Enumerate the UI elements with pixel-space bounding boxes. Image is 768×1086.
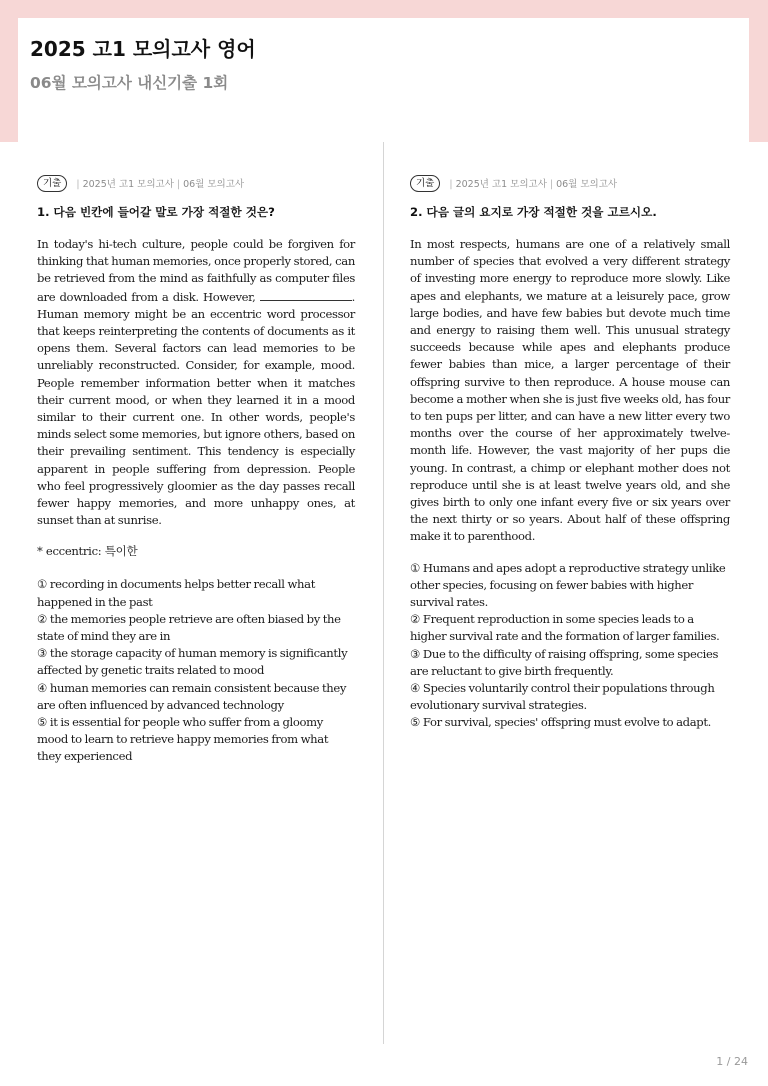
source-badge: 기출: [37, 175, 67, 192]
source-info: [73, 176, 244, 190]
question-1-passage: [37, 236, 355, 529]
meta-separator: |: [549, 179, 554, 190]
option-4[interactable]: ④ human memories can remain consistent because they are often influenced by advanced technology: [37, 680, 347, 712]
question-2-title: 2. 다음 글의 요지로 가장 적절한 것을 고르시오.: [410, 205, 657, 219]
option-2[interactable]: ② the memories people retrieve are often biased by the state of mind they are in: [37, 611, 341, 644]
source-badge: 기출: [410, 175, 440, 192]
column-divider: [383, 142, 384, 1044]
meta-separator: |: [176, 179, 181, 190]
document-title: 2025 고1 모의고사 영어: [30, 37, 256, 61]
meta-separator: |: [76, 179, 80, 190]
passage-after-blank: . Human memory might be an eccentric word processor that keeps reinterpreting the contents of documents as it opens them. Several factors can lead memories to be unreliably reconstructed. Consider, for example, mood. People remember information better when it matches their current mood, or when they learned it in a mood similar to their current one. In other words, people's minds select some memories, but ignore others, based on their prevailing sentiment. This tendency is especially apparent in people suffering from depression. People who feel progressively gloomier as the day passes recall fewer happy memories, and more unhappy ones, at sunset than at sunrise.: [37, 289, 355, 528]
answer-blank: [260, 288, 352, 301]
source-info: [446, 176, 617, 190]
option-2[interactable]: ② Frequent reproduction in some species leads to a higher survival rate and the formation of larger families.: [410, 612, 720, 644]
question-2-passage: In most respects, humans are one of a relatively small number of species that evolved a very different strategy of investing more energy to reproduce more slowly. Like apes and elephants, we mature at a leisurely pace, grow large bodies, and have few babies but devote much time and energy to raising them well. This unusual strategy succeeds because while apes and elephants produce fewer babies than mice, a larger percentage of their offspring survive to then reproduce. A house mouse can become a mother when she is just five weeks old, has four to ten pups per litter, and can have a new litter every two months over the course of her approximately twelve-month life. However, the vast majority of her pups die young. In contrast, a chimp or elephant mother does not reproduce until she is at least twelve years old, and she gives birth to only one infant every five or six years over the next thirty or so years. About half of these offspring make it to parenthood.: [410, 237, 730, 544]
option-4[interactable]: ④ Species voluntarily control their populations through evolutionary survival strategies.: [410, 681, 715, 713]
question-1-options: [37, 576, 355, 765]
option-5[interactable]: ⑤ it is essential for people who suffer from a gloomy mood to learn to retrieve happy memories from what they experienced: [37, 715, 329, 764]
question-2-options: [410, 560, 730, 732]
passage-before-blank: In today's hi-tech culture, people could be forgiven for thinking that human memories, once properly stored, can be retrieved from the mind as faithfully as computer files are downloaded from a disk. However,: [37, 237, 355, 304]
question-1-title: 1. 다음 빈칸에 들어갈 말로 가장 적절한 것은?: [37, 205, 275, 219]
option-3[interactable]: ③ Due to the difficulty of raising offspring, some species are reluctant to give birth frequently.: [410, 646, 719, 678]
question-1-meta: [37, 174, 355, 192]
source-month: 06월 모의고사: [556, 179, 618, 190]
page-number: 1 / 24: [716, 1055, 748, 1068]
option-5[interactable]: ⑤ For survival, species' offspring must evolve to adapt.: [410, 715, 712, 730]
option-1[interactable]: ① Humans and apes adopt a reproductive strategy unlike other species, focusing on fewer babies with higher survival rates.: [410, 560, 726, 610]
question-2: [410, 174, 730, 732]
question-2-meta: [410, 174, 730, 192]
source-year: 2025년 고1 모의고사: [82, 179, 174, 190]
question-1-footnote: * eccentric: 특이한: [37, 544, 138, 559]
document-subtitle: 06월 모의고사 내신기출 1회: [30, 74, 229, 92]
meta-separator: |: [449, 179, 453, 190]
source-year: 2025년 고1 모의고사: [455, 179, 547, 190]
option-3[interactable]: ③ the storage capacity of human memory is significantly affected by genetic traits related to mood: [37, 646, 348, 678]
question-1: [37, 174, 355, 766]
source-month: 06월 모의고사: [183, 179, 245, 190]
option-1[interactable]: ① recording in documents helps better recall what happened in the past: [37, 577, 316, 609]
